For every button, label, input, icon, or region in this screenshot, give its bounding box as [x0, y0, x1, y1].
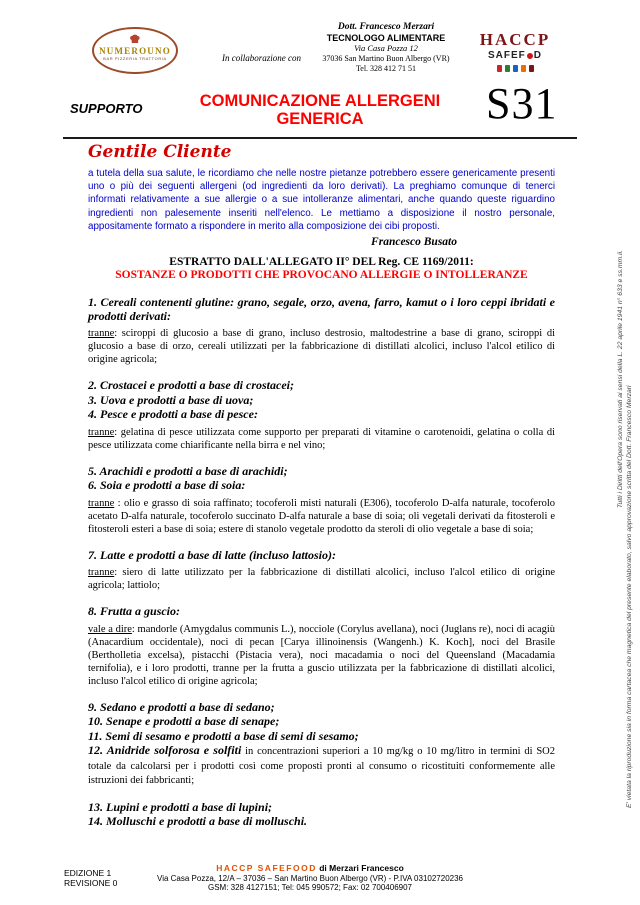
- allergen-item-title: 2. Crostacei e prodotti a base di crostacei;: [88, 378, 294, 393]
- allergen-item-heading: [88, 479, 555, 493]
- cert-icon: [505, 65, 510, 72]
- edition-block: [64, 868, 117, 888]
- allergen-note-prefix: tranne: [88, 426, 115, 438]
- allergen-item-heading: [88, 408, 555, 422]
- haccp-title: HACCP: [479, 30, 551, 49]
- footer-address: Via Casa Pozza, 12/A – 37036 – San Martino Buon Albergo (VR) - P.IVA 03102720236: [157, 873, 463, 883]
- copyright-line-outer: E' vietata la riproduzione sia in forma cartacea che magnetica del presente elaborato, salvo approvazione scritta del Dott. Francesco Merzari: [625, 385, 633, 808]
- document-body: [88, 142, 555, 842]
- supporto-label: SUPPORTO: [70, 101, 143, 116]
- allergen-item-title: 11. Semi di sesamo e prodotti a base di semi di sesamo;: [88, 728, 359, 743]
- extract-title: ESTRATTO DALL'ALLEGATO II° DEL Reg. CE 1169/2011:: [169, 256, 474, 269]
- specialist-block: [300, 22, 472, 75]
- allergen-item-note: [88, 497, 555, 536]
- allergen-note-text: : mandorle (Amygdalus communis L.), nocciole (Corylus avellana), noci (Juglans re), noci di acagiù (Anacardium occidentale), noci di pecan [Carya illinoinensis (Wangenh.) K. Koch], noci del Brasile (Bertholletia excelsa), pistacchi (Pistacia vera), noci macadamia o noci del Queensland (Macadamia ternifolia), e i loro prodotti, tranne per la frutta a guscio utilizzata per la fabbricazione di distillati alcolici, incluso l'alcol etilico di origine agricola;: [88, 623, 555, 687]
- footer-contact-block: [130, 864, 490, 893]
- allergen-note-text: : gelatina di pesce utilizzata come supporto per preparati di vitamine o carotenoidi, gelatina o colla di pesce utilizzata come chiarificante nella birra e nel vino;: [88, 426, 555, 451]
- specialist-role: TECNOLOGO ALIMENTARE: [326, 32, 446, 43]
- cert-icon: [513, 65, 518, 72]
- allergen-item-heading: [88, 801, 555, 815]
- allergen-item-heading: [88, 394, 555, 408]
- allergen-item-title: 6. Soia e prodotti a base di soia:: [88, 478, 246, 493]
- specialist-name: Dott. Francesco Merzari: [337, 22, 435, 32]
- collaboration-label: In collaborazione con: [222, 53, 301, 63]
- allergen-group: [88, 296, 555, 366]
- logo-subtitle: BAR PIZZERIA TRATTORIA: [103, 56, 167, 61]
- extract-subtitle: SOSTANZE O PRODOTTI CHE PROVOCANO ALLERGIE O INTOLLERANZE: [115, 269, 528, 282]
- allergen-note-text: : olio e grasso di soia raffinato; tocoferoli misti naturali (E306), tocoferolo D-alfa naturale, tocoferolo acetato D-alfa naturale, tocoferolo succinato D-alfa naturale a base di soia; oli vegetali derivati da fitosteroli e fitosteroli esteri a base di soia; estere di stanolo vegetale prodotto da steroli di olio vegetale a base di soia;: [88, 497, 555, 535]
- allergen-group: [88, 801, 555, 829]
- revision-label: REVISIONE 0: [64, 878, 118, 888]
- header-divider: [63, 137, 577, 139]
- document-code: S31: [486, 79, 558, 128]
- logo-name: NUMEROUNO: [99, 46, 171, 56]
- intro-paragraph: a tutela della sua salute, le ricordiamo che nelle nostre pietanze potrebbero essere genericamente presenti uno o più dei seguenti allergeni (od ingredienti da loro derivati). La preghiamo comunque di tenerci informati relativamente a sue allergie o a sue intolleranze alimentari, anche quando queste riguardino ingredienti non palesemente inseriti nell'elenco. Le mettiamo a disposizione il nostro personale, appositamente formato a rispondere in merito alla composizione dei cibi proposti.: [88, 168, 555, 232]
- document-title: [175, 92, 465, 128]
- allergen-item-note: [88, 327, 555, 366]
- cert-icon: [497, 65, 502, 72]
- allergen-item-note: [88, 426, 555, 452]
- haccp-safefood-right: D: [533, 50, 542, 61]
- cert-icon: [529, 65, 534, 72]
- allergen-item-title: 14. Molluschi e prodotti a base di molluschi.: [88, 814, 308, 829]
- allergen-item-heading: [88, 815, 555, 829]
- haccp-o-circle-icon: [527, 53, 533, 59]
- allergen-note-prefix: tranne: [88, 567, 115, 579]
- cert-icon: [521, 65, 526, 72]
- allergen-group: [88, 465, 555, 536]
- signature: Francesco Busato: [371, 236, 457, 249]
- allergen-note-prefix: tranne: [88, 497, 115, 509]
- numerouno-logo: [92, 27, 178, 74]
- allergen-note-text: : sciroppi di glucosio a base di grano, incluso destrosio, maltodestrine a base di grano, sciroppi di glucosio a base di orzo, cereali utilizzati per la fabbricazione di distillati alcolici, incluso l'alcol etilico di origine agricola;: [88, 328, 555, 366]
- allergen-item-title: 3. Uova e prodotti a base di uova;: [88, 392, 254, 407]
- haccp-logo: [478, 31, 552, 72]
- copyright-line-inner: Tutti i Diritti dell'Opera sono riservati ai sensi della L. 22 aprile 1941 n° 633 e ss.mm.ii.: [617, 250, 624, 509]
- chef-icon: [128, 33, 142, 46]
- allergen-item-note: [88, 566, 555, 592]
- allergen-group: [88, 379, 555, 452]
- specialist-phone: Tel. 328 412 71 51: [355, 64, 417, 73]
- footer-company-line: [130, 864, 490, 874]
- edition-label: EDIZIONE 1: [64, 868, 112, 878]
- allergen-note-prefix: tranne: [88, 328, 115, 340]
- allergen-item-title: 9. Sedano e prodotti a base di sedano;: [88, 699, 275, 714]
- allergen-item-heading: [88, 701, 555, 715]
- allergen-item-heading: [88, 549, 555, 563]
- allergen-item-title: 12. Anidride solforosa e solfiti: [88, 743, 242, 758]
- allergen-item-heading: [88, 715, 555, 729]
- allergen-item-title: 7. Latte e prodotti a base di latte (incluso lattosio):: [88, 547, 336, 562]
- haccp-safefood-left: SAFEF: [487, 50, 526, 61]
- allergen-item-heading: [88, 605, 555, 619]
- allergen-item-detail: in concentrazioni superiori a 10 mg/kg o 10 mg/litro in termini di SO2 totale da calcolarsi per i prodotti così come proposti pronti al consumo o ricostituiti conformemente alle istruzioni dei fabbricanti;: [88, 746, 555, 787]
- allergen-item-heading: [88, 379, 555, 393]
- copyright-side-note: [617, 250, 634, 808]
- allergen-item-heading: [88, 296, 555, 323]
- allergen-item-heading: [88, 465, 555, 479]
- document-title-line1: COMUNICAZIONE ALLERGENI: [199, 92, 441, 110]
- allergen-item-title: 5. Arachidi e prodotti a base di arachidi;: [88, 463, 288, 478]
- allergen-item-title: 10. Senape e prodotti a base di senape;: [88, 714, 280, 729]
- allergen-group: [88, 701, 555, 788]
- allergen-note-prefix: vale a dire: [88, 623, 132, 635]
- footer-company-suffix: di Merzari Francesco: [316, 863, 404, 873]
- allergen-item-title: 1. Cereali contenenti glutine: grano, segale, orzo, avena, farro, kamut o i loro ceppi ibridati e prodotti derivati:: [88, 295, 555, 323]
- footer-company-name: HACCP SAFEFOOD: [216, 863, 317, 873]
- allergen-item-heading: [88, 730, 555, 744]
- haccp-safefood-label: [478, 49, 552, 62]
- allergen-item-note: [88, 623, 555, 688]
- allergen-group: [88, 605, 555, 688]
- allergen-item-heading: [88, 744, 555, 788]
- specialist-address-line1: Via Casa Pozza 12: [354, 43, 418, 53]
- haccp-cert-icons: [478, 65, 552, 72]
- footer-contacts: GSM: 328 4127151; Tel: 045 990572; Fax: 02 700406907: [207, 883, 412, 892]
- greeting: Gentile Cliente: [88, 142, 232, 162]
- allergen-note-text: : siero di latte utilizzato per la fabbricazione di distillati alcolici, incluso l'alcol etilico di origine agricola; lattiolo;: [88, 567, 555, 592]
- document-title-line2: GENERICA: [276, 110, 364, 128]
- allergen-item-title: 4. Pesce e prodotti a base di pesce:: [88, 407, 258, 422]
- allergen-item-title: 8. Frutta a guscio:: [88, 604, 181, 619]
- specialist-address-line2: 37036 San Martino Buon Albergo (VR): [322, 53, 450, 63]
- allergen-group: [88, 549, 555, 593]
- allergen-item-title: 13. Lupini e prodotti a base di lupini;: [88, 799, 273, 814]
- allergen-list: [88, 296, 555, 829]
